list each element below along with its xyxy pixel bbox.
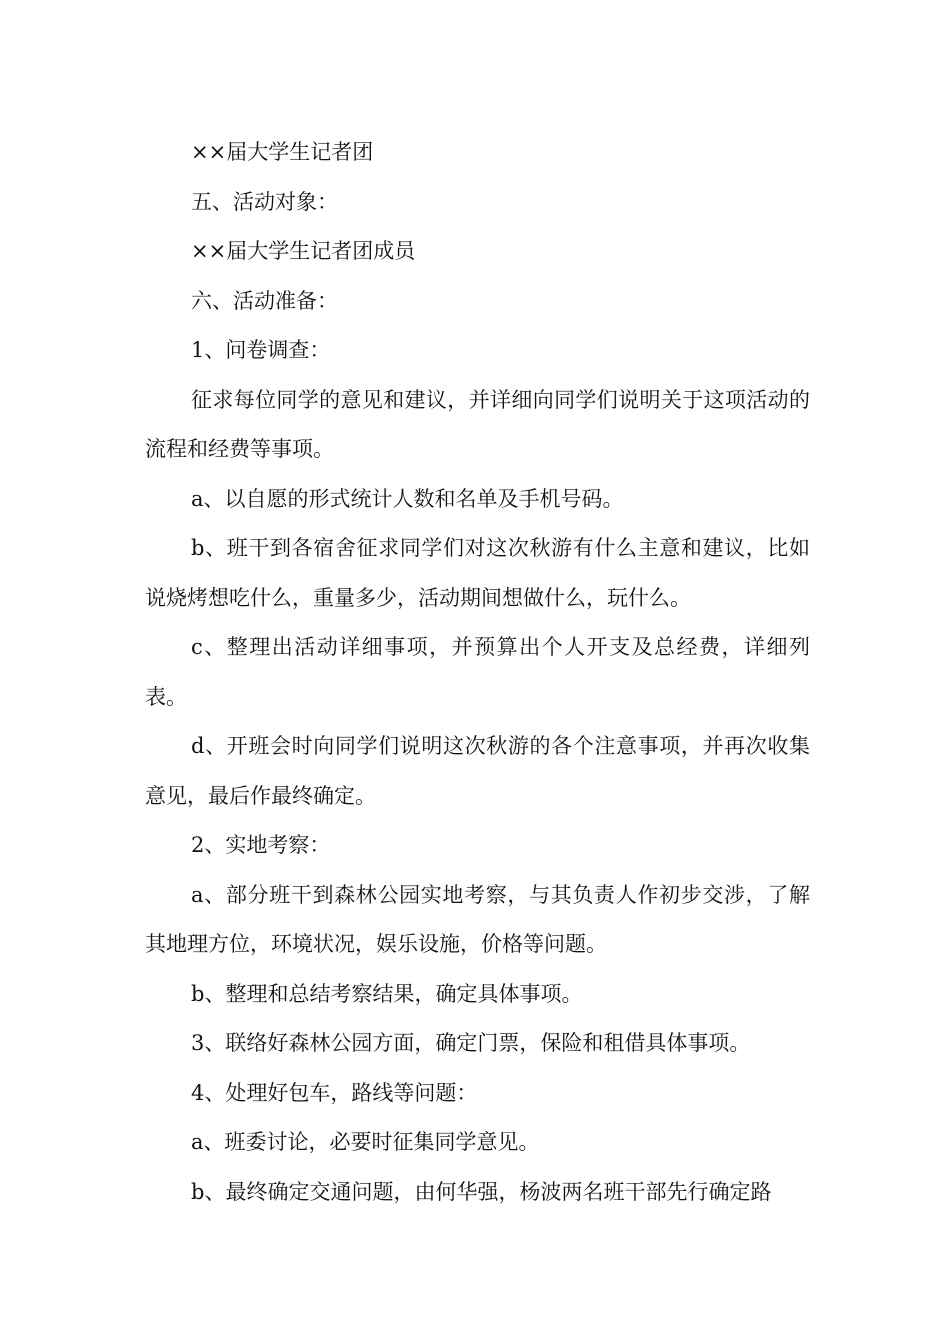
subsection-heading: 2、实地考察： [191,833,331,857]
section-heading: 五、活动对象： [191,189,338,214]
list-item: a、部分班干到森林公园实地考察，与其负责人作初步交涉，了解其地理方位，环境状况，娱乐设施，价格等问题。 [145,882,810,956]
document-body [145,128,810,1217]
list-item: b、班干到各宿舍征求同学们对这次秋游有什么主意和建议，比如说烧烤想吃什么，重量多少，活动期间想做什么，玩什么。 [145,536,810,610]
paragraph: ××届大学生记者团成员 [191,239,416,263]
section-heading: 六、活动准备： [191,288,338,313]
subsection-heading: 1、问卷调查： [191,338,331,362]
list-item: b、最终确定交通问题，由何华强，杨波两名班干部先行确定路 [191,1179,772,1204]
list-item: d、开班会时向同学们说明这次秋游的各个注意事项，并再次收集意见，最后作最终确定。 [145,734,810,808]
list-item: c、整理出活动详细事项，并预算出个人开支及总经费，详细列表。 [145,635,810,709]
subsection-heading: 4、处理好包车，路线等问题： [191,1080,478,1105]
list-item: b、整理和总结考察结果，确定具体事项。 [191,981,583,1006]
list-item: a、班委讨论，必要时征集同学意见。 [191,1130,540,1154]
paragraph: 3、联络好森林公园方面，确定门票，保险和租借具体事项。 [191,1031,751,1055]
paragraph: 征求每位同学的意见和建议，并详细向同学们说明关于这项活动的流程和经费等事项。 [145,387,810,461]
list-item: a、以自愿的形式统计人数和名单及手机号码。 [191,486,624,511]
paragraph: ××届大学生记者团 [191,140,374,164]
